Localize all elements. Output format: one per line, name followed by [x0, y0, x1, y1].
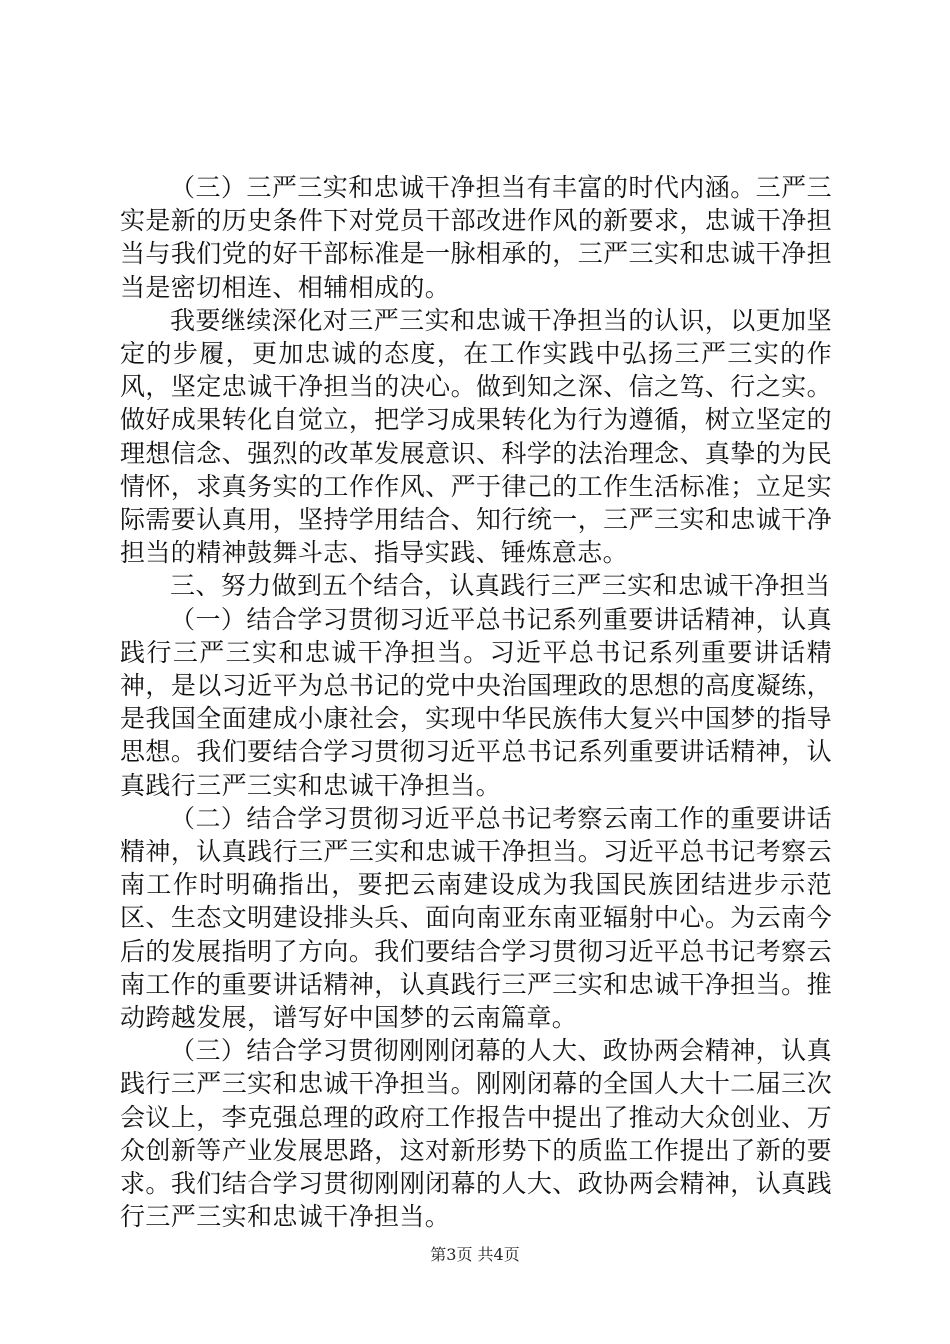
- page-footer: [0, 1244, 950, 1266]
- document-body: [120, 171, 832, 1234]
- paragraph-combination-1: （一）结合学习贯彻习近平总书记系列重要讲话精神，认真践行三严三实和忠诚干净担当。习近平总书记系列重要讲话精神，是以习近平为总书记的党中央治国理政的思想的高度凝练，是我国全面建成小康社会，实现中华民族伟大复兴中国梦的指导思想。我们要结合学习贯彻习近平总书记系列重要讲话精神，认真践行三严三实和忠诚干净担当。: [120, 604, 832, 800]
- paragraph-combination-2: （二）结合学习贯彻习近平总书记考察云南工作的重要讲话精神，认真践行三严三实和忠诚干净担当。习近平总书记考察云南工作时明确指出，要把云南建设成为我国民族团结进步示范区、生态文明建设排头兵、面向南亚东南亚辐射中心。为云南今后的发展指明了方向。我们要结合学习贯彻习近平总书记考察云南工作的重要讲话精神，认真践行三严三实和忠诚干净担当。推动跨越发展，谱写好中国梦的云南篇章。: [120, 803, 832, 1033]
- paragraph-deepen-understanding: 我要继续深化对三严三实和忠诚干净担当的认识，以更加坚定的步履，更加忠诚的态度，在工作实践中弘扬三严三实的作风，坚定忠诚干净担当的决心。做到知之深、信之笃、行之实。做好成果转化自觉立，把学习成果转化为行为遵循，树立坚定的理想信念、强烈的改革发展意识、科学的法治理念、真挚的为民情怀，求真务实的工作作风、严于律己的工作生活标准；立足实际需要认真用，坚持学用结合、知行统一，三严三实和忠诚干净担当的精神鼓舞斗志、指导实践、锤炼意志。: [120, 305, 832, 568]
- paragraph-section-3-meaning: （三）三严三实和忠诚干净担当有丰富的时代内涵。三严三实是新的历史条件下对党员干部改进作风的新要求，忠诚干净担当与我们党的好干部标准是一脉相承的，三严三实和忠诚干净担当是密切相连、相辅相成的。: [120, 173, 832, 302]
- page-number-label: 第3页 共4页: [430, 1245, 520, 1264]
- paragraph-combination-3: （三）结合学习贯彻刚刚闭幕的人大、政协两会精神，认真践行三严三实和忠诚干净担当。刚刚闭幕的全国人大十二届三次会议上，李克强总理的政府工作报告中提出了推动大众创业、万众创新等产业发展思路，这对新形势下的质监工作提出了新的要求。我们结合学习贯彻刚刚闭幕的人大、政协两会精神，认真践行三严三实和忠诚干净担当。: [120, 1036, 832, 1232]
- section-heading-five-combinations: 三、努力做到五个结合，认真践行三严三实和忠诚干净担当: [170, 571, 831, 601]
